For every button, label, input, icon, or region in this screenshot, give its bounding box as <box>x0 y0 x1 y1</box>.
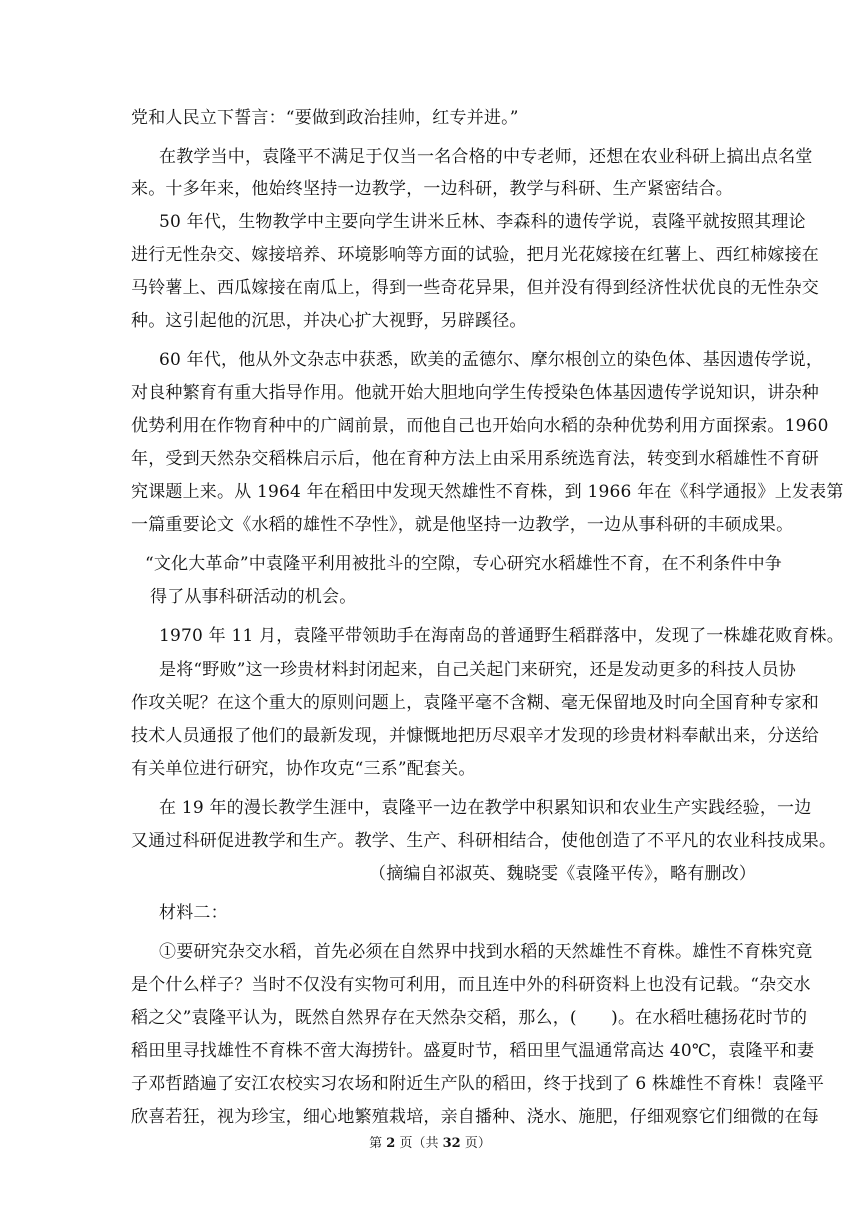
text-line: 马铃薯上、西瓜嫁接在南瓜上，得到一些奇花异果，但并没有得到经济性状优良的无性杂交 <box>131 278 819 298</box>
text-line: 稻之父”袁隆平认为，既然自然界存在天然杂交稻，那么，( )。在水稻吐穗扬花时节的 <box>131 1008 808 1028</box>
text-line: 究课题上来。从 1964 年在稻田中发现天然雄性不育株，到 1966 年在《科学通报》上发表第 <box>131 482 844 502</box>
page-number: 2 <box>386 1136 396 1151</box>
text-line: 对良种繁育有重大指导作用。他就开始大胆地向学生传授染色体基因遗传学说知识，讲杂种 <box>131 383 819 403</box>
text-line: 1970 年 11 月，袁隆平带领助手在海南岛的普通野生稻群落中，发现了一株雄花败育株。 <box>159 626 844 646</box>
text-line: 进行无性杂交、嫁接培养、环境影响等方面的试验，把月光花嫁接在红薯上、西红柿嫁接在 <box>131 245 819 265</box>
text-line: 在教学当中，袁隆平不满足于仅当一名合格的中专老师，还想在农业科研上搞出点名堂 <box>159 147 813 167</box>
text-line: 60 年代，他从外文杂志中获悉，欧美的孟德尔、摩尔根创立的染色体、基因遗传学说， <box>159 350 824 370</box>
text-line: 优势利用在作物育种中的广阔前景，而他自己也开始向水稻的杂种优势利用方面探索。1960 <box>131 416 829 436</box>
text-line: 技术人员通报了他们的最新发现，并慷慨地把历尽艰辛才发现的珍贵材料奉献出来，分送给 <box>131 726 819 746</box>
text-line: 作攻关呢？在这个重大的原则问题上，袁隆平毫不含糊、毫无保留地及时向全国育种专家和 <box>131 693 819 713</box>
text-line: ①要研究杂交水稻，首先必须在自然界中找到水稻的天然雄性不育株。雄性不育株究竟 <box>159 942 813 962</box>
text-line: 子邓哲踏遍了安江农校实习农场和附近生产队的稻田，终于找到了 6 株雄性不育株！袁隆平 <box>131 1074 825 1094</box>
text-line: 50 年代，生物教学中主要向学生讲米丘林、李森科的遗传学说，袁隆平就按照其理论 <box>159 212 806 232</box>
footer-middle: 页（共 <box>395 1136 443 1151</box>
footer-suffix: 页） <box>460 1136 491 1151</box>
text-line: 年，受到天然杂交稻株启示后，他在育种方法上由采用系统选育法，转变到水稻雄性不育研 <box>131 449 819 469</box>
source-citation: （摘编自祁淑英、魏晓雯《袁隆平传》，略有删改） <box>369 864 757 884</box>
text-line: 在 19 年的漫长教学生涯中，袁隆平一边在教学中积累知识和农业生产实践经验，一边 <box>159 798 812 818</box>
text-line: 是将“野败”这一珍贵材料封闭起来，自己关起门来研究，还是发动更多的科技人员协 <box>159 660 796 680</box>
text-line: 稻田里寻找雄性不育株不啻大海捞针。盛夏时节，稻田里气温通常高达 40℃，袁隆平和妻 <box>131 1041 815 1061</box>
text-line: 欣喜若狂，视为珍宝，细心地繁殖栽培，亲自播种、浇水、施肥，仔细观察它们细微的在每 <box>131 1107 819 1127</box>
text-line: 又通过科研促进教学和生产。教学、生产、科研相结合，使他创造了不平凡的农业科技成果。 <box>131 831 837 851</box>
text-line: 一篇重要论文《水稻的雄性不孕性》，就是他坚持一边教学，一边从事科研的丰硕成果。 <box>131 515 794 535</box>
text-line: “文化大革命”中袁隆平利用被批斗的空隙，专心研究水稻雄性不育，在不利条件中争 <box>145 554 782 574</box>
text-line: 是个什么样子？当时不仅没有实物可利用，而且连中外的科研资料上也没有记载。“杂交水 <box>131 975 811 995</box>
text-line: 得了从事科研活动的机会。 <box>150 587 357 607</box>
footer-prefix: 第 <box>369 1136 387 1151</box>
text-line: 来。十多年来，他始终坚持一边教学，一边科研，教学与科研、生产紧密结合。 <box>131 179 733 199</box>
total-pages: 32 <box>442 1136 461 1151</box>
page-footer <box>0 1136 860 1152</box>
text-line: 有关单位进行研究，协作攻克“三系”配套关。 <box>131 759 476 779</box>
text-line: 党和人民立下誓言：“要做到政治挂帅，红专并进。” <box>131 108 519 128</box>
section-heading: 材料二： <box>159 903 228 923</box>
text-line: 种。这引起他的沉思，并决心扩大视野，另辟蹊径。 <box>131 311 527 331</box>
